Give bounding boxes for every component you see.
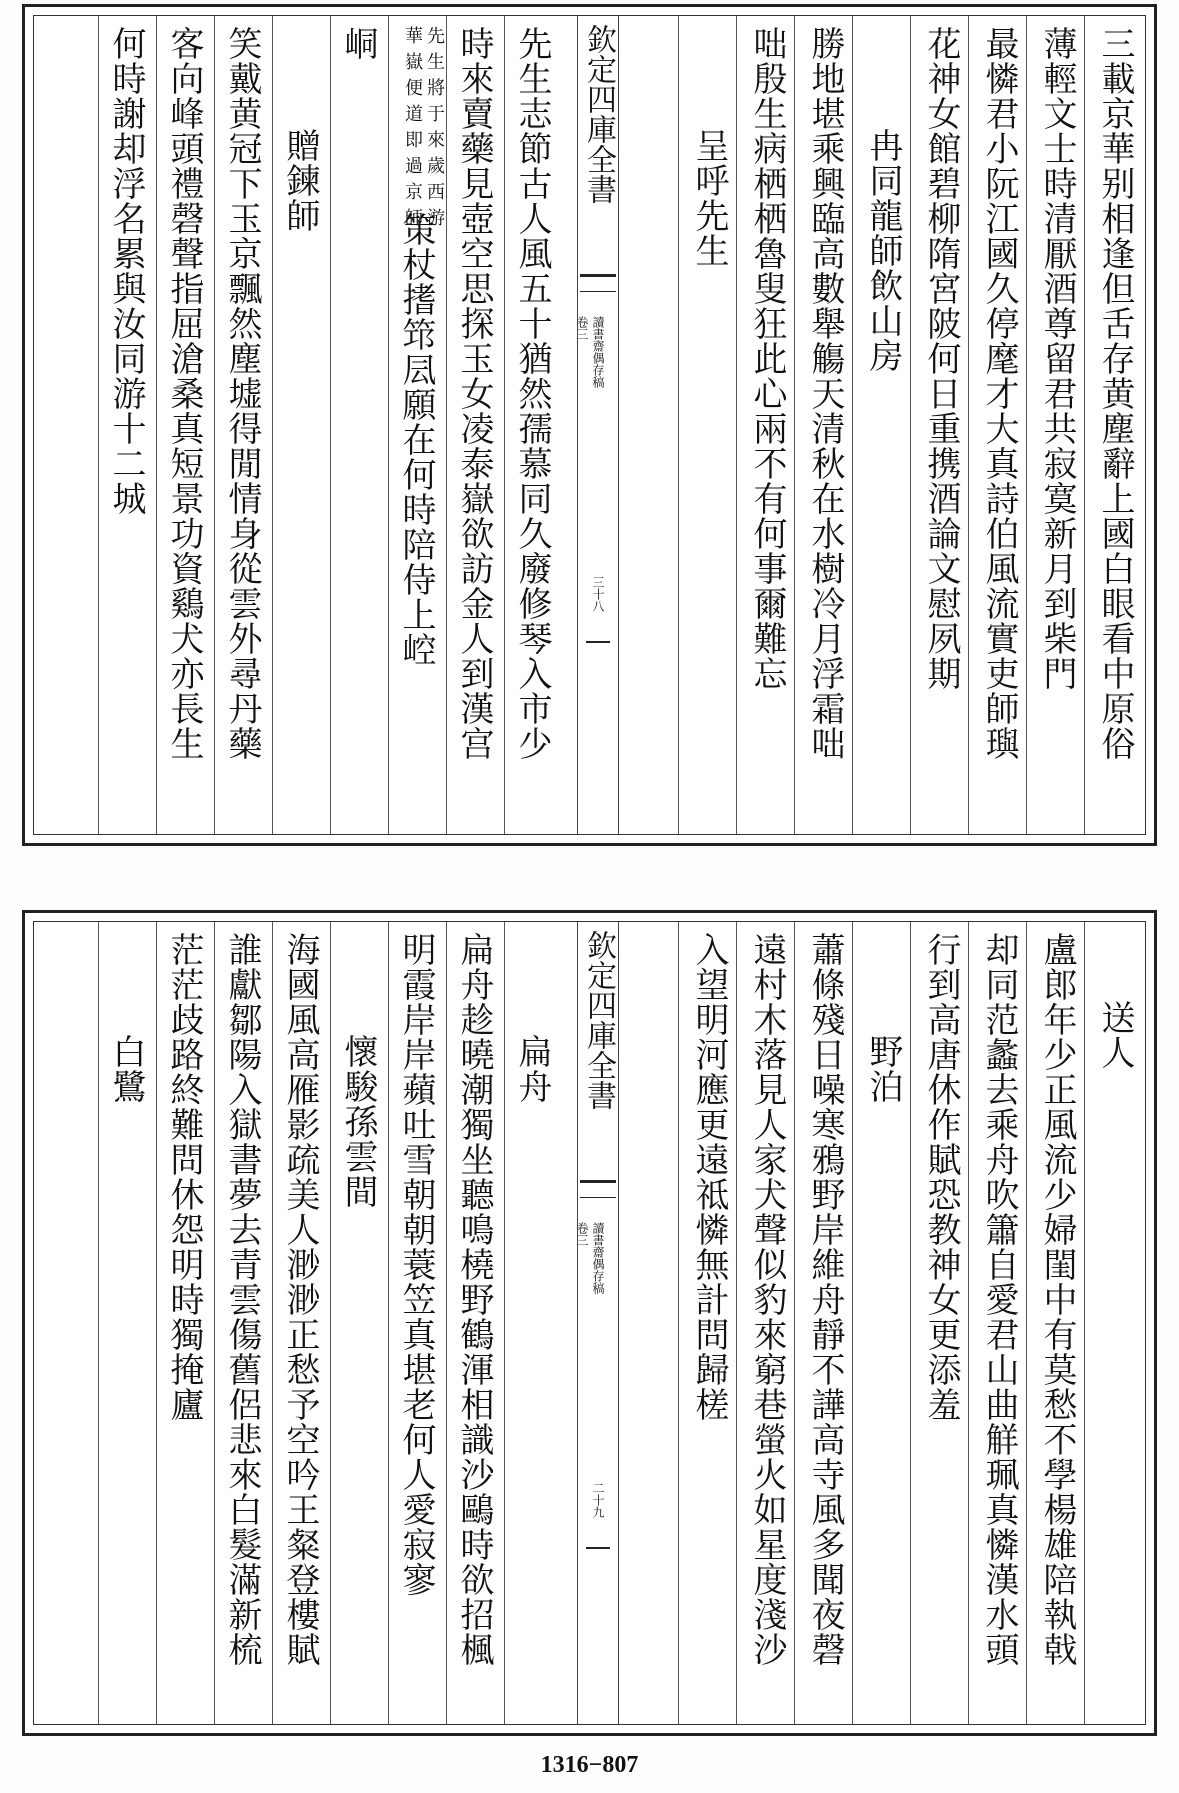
text-column: 蕭條殘日噪寒鴉野岸維舟靜不譁高寺風多聞夜磬 xyxy=(805,932,845,1667)
bottom-mark xyxy=(586,1547,610,1549)
poem-title: 贈鍊師 xyxy=(280,128,320,233)
volume-number: 卷三 xyxy=(575,316,589,340)
column-rule xyxy=(736,922,737,1724)
text-column: 三載京華别相逢但舌存黄塵辭上國白眼看中原俗 xyxy=(1095,26,1135,761)
column-rule xyxy=(1084,922,1085,1724)
column-rule xyxy=(910,922,911,1724)
column-rule xyxy=(214,922,215,1724)
text-column: 盧郎年少正風流少婦閨中有莫愁不學楊雄陪執戟 xyxy=(1037,932,1077,1667)
text-column: 明霞岸岸蘋吐雪朝朝蓑笠真堪老何人愛寂寥 xyxy=(396,932,436,1597)
column-rule xyxy=(388,922,389,1724)
annotation-column: 華嶽便道即過京師 xyxy=(402,26,423,234)
catalog-number: 1316−807 xyxy=(540,1752,639,1778)
column-rule xyxy=(968,922,969,1724)
column-rule xyxy=(330,922,331,1724)
column-rule xyxy=(272,16,273,834)
text-column: 咄殷生病栖栖魯叟狂此心兩不有何事爾難忘 xyxy=(747,26,787,691)
text-column: 策杖搘筇凨願在何時陪侍上崆 xyxy=(396,212,436,667)
column-rule xyxy=(1026,922,1027,1724)
column-rule xyxy=(504,922,505,1724)
column-rule xyxy=(910,16,911,834)
bottom-page-frame xyxy=(33,921,1146,1725)
text-column: 客向峰頭禮磬聲指屈滄桑真短景功資鷄犬亦長生 xyxy=(164,26,204,761)
fish-tail-mark xyxy=(580,274,616,292)
text-column: 勝地堪乘興臨高數舉觴天清秋在水樹冷月浮霜咄 xyxy=(805,26,845,761)
book-title: 讀書齋偶存稿 xyxy=(591,1222,605,1294)
text-column: 笑戴黄冠下玉京飄然塵墟得閒情身從雲外尋丹藥 xyxy=(222,26,262,761)
text-column: 最憐君小阮江國久停麾才大真詩伯風流實吏師璵 xyxy=(979,26,1019,761)
column-rule xyxy=(98,16,99,834)
column-rule xyxy=(852,16,853,834)
volume-number: 卷三 xyxy=(575,1222,589,1246)
column-rule xyxy=(968,16,969,834)
center-fold xyxy=(577,16,619,834)
column-rule xyxy=(446,922,447,1724)
column-rule xyxy=(504,16,505,834)
column-rule xyxy=(1026,16,1027,834)
top-page-frame xyxy=(33,15,1146,835)
book-title: 讀書齋偶存稿 xyxy=(591,316,605,388)
text-column: 誰獻鄒陽入獄書夢去青雲傷舊侶悲來白髮滿新梳 xyxy=(222,932,262,1667)
page-number: 二十九 xyxy=(591,1482,605,1518)
column-rule xyxy=(272,922,273,1724)
text-column: 扁舟趁曉潮獨坐聽鳴橈野鶴渾相識沙鷗時欲招楓 xyxy=(454,932,494,1667)
poem-title: 冉同龍師飲山房 xyxy=(863,128,903,373)
column-rule xyxy=(1084,16,1085,834)
bottom-mark xyxy=(586,641,610,643)
annotation-column: 先生將于來歲西游 xyxy=(424,26,445,234)
poem-title: 白鷺 xyxy=(106,1034,146,1104)
text-column: 入望明河應更遠祗憐無計問歸槎 xyxy=(689,932,729,1422)
center-fold xyxy=(577,922,619,1724)
poem-title: 懷駿孫雲間 xyxy=(338,1034,378,1209)
text-column: 峒 xyxy=(338,26,378,61)
running-header: 欽定四庫全書 xyxy=(581,24,616,204)
text-column: 茫茫歧路終難問休怨明時獨掩廬 xyxy=(164,932,204,1422)
poem-title: 呈呼先生 xyxy=(689,128,729,268)
column-rule xyxy=(794,922,795,1724)
text-column: 薄輕文士時清厭酒尊留君共寂寞新月到柴門 xyxy=(1037,26,1077,691)
poem-title: 送人 xyxy=(1095,1000,1135,1070)
fish-tail-mark xyxy=(580,1180,616,1198)
page-number: 三十八 xyxy=(591,576,605,612)
bottom-page xyxy=(22,910,1157,1736)
column-rule xyxy=(156,922,157,1724)
text-column: 花神女館碧柳隋宮陂何日重携酒論文慰夙期 xyxy=(921,26,961,691)
column-rule xyxy=(156,16,157,834)
column-rule xyxy=(736,16,737,834)
top-page xyxy=(22,4,1157,846)
column-rule xyxy=(678,16,679,834)
column-rule xyxy=(794,16,795,834)
column-rule xyxy=(330,16,331,834)
text-column: 時來賣藥見壺空思探玉女凌泰嶽欲訪金人到漢宫 xyxy=(454,26,494,761)
text-column: 遠村木落見人家犬聲似豹來窮巷螢火如星度淺沙 xyxy=(747,932,787,1667)
text-column: 先生志節古人風五十猶然孺慕同久廢修琴入市少 xyxy=(512,26,552,761)
poem-title: 扁舟 xyxy=(512,1034,552,1104)
column-rule xyxy=(678,922,679,1724)
column-rule xyxy=(446,16,447,834)
text-column: 海國風高雁影疏美人渺渺正愁予空吟王粲登樓賦 xyxy=(280,932,320,1667)
text-column: 何時謝却浮名累與汝同游十二城 xyxy=(106,26,146,516)
column-rule xyxy=(852,922,853,1724)
text-column: 行到高唐休作賦恐教神女更添羞 xyxy=(921,932,961,1422)
poem-title: 野泊 xyxy=(863,1034,903,1104)
column-rule xyxy=(214,16,215,834)
running-header: 欽定四庫全書 xyxy=(581,930,616,1110)
text-column: 却同范蠡去乘舟吹簫自愛君山曲觧珮真憐漢水頭 xyxy=(979,932,1019,1667)
column-rule xyxy=(98,922,99,1724)
column-rule xyxy=(388,16,389,834)
